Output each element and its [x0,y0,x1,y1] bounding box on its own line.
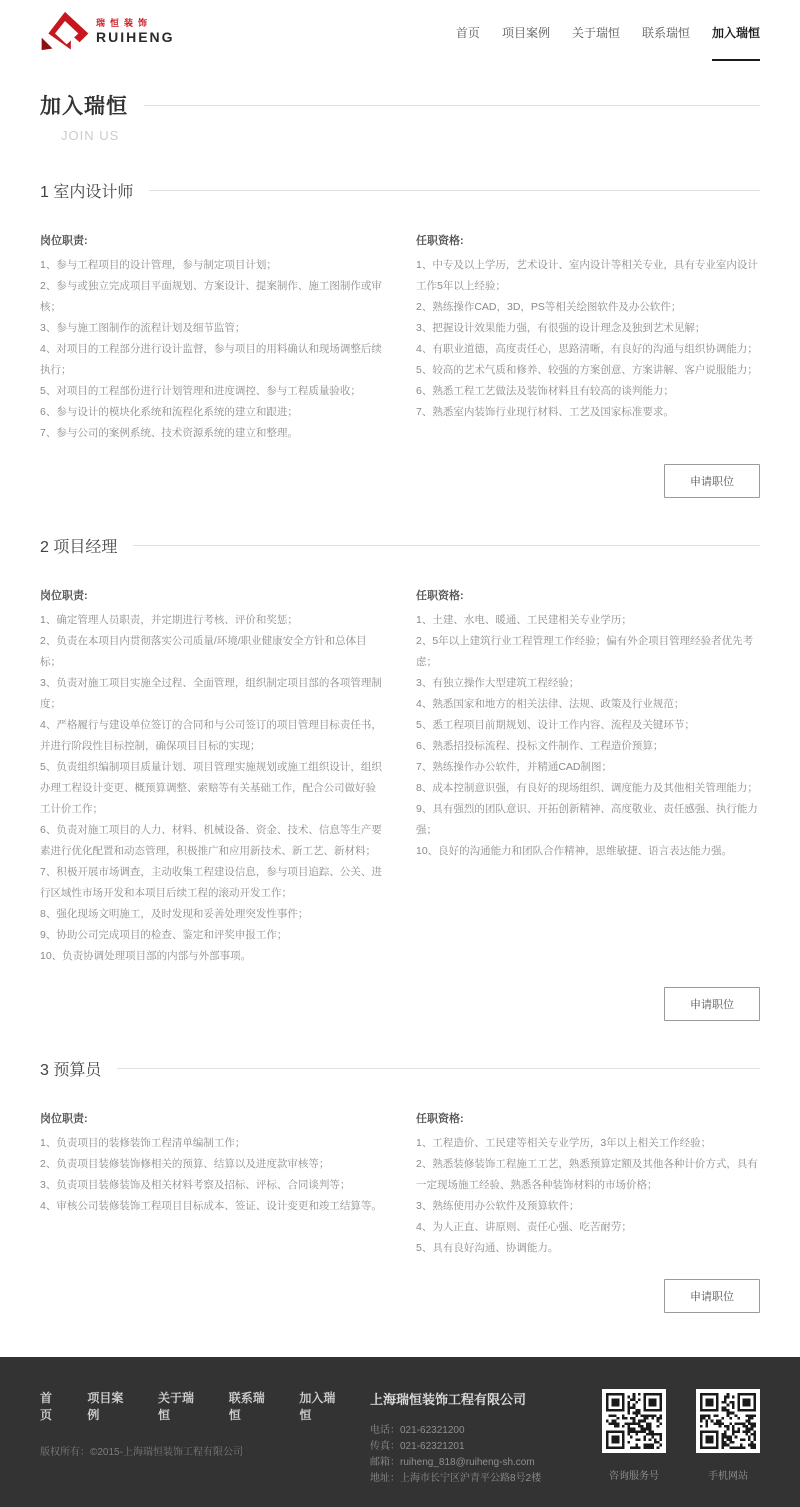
footer-nav-item[interactable]: 首页 [40,1391,53,1422]
job-title-divider [149,190,760,191]
duties-heading: 岗位职责: [40,1113,88,1125]
qualification-item: 4、熟悉国家和地方的相关法律、法规、政策及行业规范； [416,698,685,710]
qr-block [602,1389,666,1487]
nav-item[interactable]: 联系瑞恒 [641,25,690,40]
qualifications-heading: 任职资格: [416,1113,464,1125]
duty-item: 2、负责在本项目内贯彻落实公司质量/环境/职业健康安全方针和总体目标； [40,635,367,668]
qualifications-list [416,1133,760,1259]
qualification-item: 9、具有强烈的团队意识、开拓创新精神、高度敬业、责任感强、执行能力强； [416,803,758,836]
job-section [40,179,760,498]
title-divider [144,105,760,106]
duty-item: 5、负责组织编制项目质量计划、项目管理实施规划或施工组织设计，组织办理工程设计变更、概预算调整、索赔等有关基础工作，配合公司做好验工计价工作； [40,761,382,815]
apply-button[interactable]: 申请职位 [664,987,760,1021]
job-title: 2 项目经理 [40,539,118,556]
qualifications-heading: 任职资格: [416,590,464,602]
qualification-item: 5、较高的艺术气质和修养、较强的方案创意、方案讲解、客户说服能力； [416,364,758,376]
duty-item: 4、对项目的工程部分进行设计监督，参与项目的用料确认和现场调整后续执行； [40,343,382,376]
duties-heading: 岗位职责: [40,235,88,247]
qualification-item: 5、具有良好沟通、协调能力。 [416,1242,559,1254]
nav-item[interactable]: 加入瑞恒 [712,2,760,61]
duty-item: 4、审核公司装修装饰工程项目目标成本、签证、设计变更和竣工结算等。 [40,1200,382,1212]
duty-item: 7、参与公司的案例系统、技术资源系统的建立和整理。 [40,427,298,439]
job-sections [40,179,760,1313]
duty-item: 9、协助公司完成项目的检查、鉴定和评奖申报工作； [40,929,288,941]
site-footer [0,1357,800,1507]
qualifications-column [416,1110,760,1259]
apply-button[interactable]: 申请职位 [664,1279,760,1313]
logo [40,10,175,52]
job-title: 1 室内设计师 [40,184,134,201]
qr-label: 手机网站 [708,1471,748,1482]
job-section [40,1057,760,1313]
qualifications-list [416,610,760,862]
qr-label: 咨询服务号 [609,1471,659,1482]
footer-nav [40,1389,370,1423]
duty-item: 5、对项目的工程部份进行计划管理和进度调控、参与工程质量验收； [40,385,361,397]
duties-list [40,1133,384,1217]
footer-qr-codes [602,1389,760,1487]
duty-item: 1、参与工程项目的设计管理，参与制定项目计划； [40,259,277,271]
footer-company-name: 上海瑞恒装饰工程有限公司 [370,1392,527,1407]
qualification-item: 2、5年以上建筑行业工程管理工作经验；偏有外企项目管理经验者优先考虑； [416,635,754,668]
brand-name-cn: 瑞恒装饰 [96,17,153,28]
qualification-item: 6、熟悉招投标流程、投标文件制作、工程造价预算； [416,740,664,752]
duty-item: 7、积极开展市场调查，主动收集工程建设信息，参与项目追踪、公关、进行区域性市场开发和本项目后续工程的滚动开发工作； [40,866,382,899]
duty-item: 1、确定管理人员职责，并定期进行考核、评价和奖惩； [40,614,298,626]
qualification-item: 8、成本控制意识强，有良好的现场组织、调度能力及其他相关管理能力； [416,782,758,794]
footer-contact-line: 地址：上海市长宁区沪青平公路8号2楼 [370,1473,542,1484]
qualification-item: 1、土建、水电、暖通、工民建相关专业学历； [416,614,632,626]
qualification-item: 1、工程造价、工民建等相关专业学历，3年以上相关工作经验； [416,1137,712,1149]
page-subtitle: JOIN US [61,128,120,143]
footer-contacts [370,1423,575,1487]
job-title-divider [117,1068,760,1069]
job-title: 3 预算员 [40,1062,102,1079]
qualification-item: 4、有职业道德，高度责任心，思路清晰，有良好的沟通与组织协调能力； [416,343,758,355]
qualification-item: 6、熟悉工程工艺做法及装饰材料且有较高的谈判能力； [416,385,674,397]
footer-contact-line: 电话：021-62321200 [370,1425,465,1436]
nav-item[interactable]: 首页 [455,25,480,40]
qualifications-column [416,232,760,444]
qualification-item: 3、把握设计效果能力强，有很强的设计理念及独到艺术见解； [416,322,706,334]
duties-list [40,610,384,967]
qualification-item: 4、为人正直、讲原则、责任心强、吃苦耐劳； [416,1221,632,1233]
duty-item: 3、负责项目装修装饰及相关材料考察及招标、评标、合同谈判等； [40,1179,351,1191]
page-header [40,90,760,120]
qualifications-list [416,255,760,423]
duty-item: 2、负责项目装修装饰修相关的预算、结算以及进度款审核等； [40,1158,330,1170]
qr-code-image [696,1389,760,1453]
footer-contact-line: 传真：021-62321201 [370,1441,465,1452]
duties-column [40,1110,384,1259]
qualification-item: 2、熟练操作CAD，3D，PS等相关绘图软件及办公软件； [416,301,682,313]
duty-item: 2、参与或独立完成项目平面规划、方案设计、提案制作、施工图制作或审核； [40,280,382,313]
duty-item: 6、负责对施工项目的人力、材料、机械设备、资金、技术、信息等生产要素进行优化配置和动态管理，积极推广和应用新技术、新工艺、新材料； [40,824,382,857]
qualifications-heading: 任职资格: [416,235,464,247]
qualification-item: 7、熟悉室内装饰行业现行材料、工艺及国家标准要求。 [416,406,674,418]
duty-item: 4、严格履行与建设单位签订的合同和与公司签订的项目管理目标责任书，并进行阶段性目标控制，确保项目目标的实现； [40,719,382,752]
qr-block [696,1389,760,1487]
brand-mark-icon [40,10,90,52]
duty-item: 10、负责协调处理项目部的内部与外部事项。 [40,950,252,962]
footer-nav-item[interactable]: 联系瑞恒 [228,1391,265,1422]
duties-list [40,255,384,444]
apply-button[interactable]: 申请职位 [664,464,760,498]
nav-item[interactable]: 项目案例 [501,25,550,40]
qualification-item: 10、良好的沟通能力和团队合作精神，思维敏捷、语言表达能力强。 [416,845,733,857]
duties-column [40,587,384,967]
nav-item[interactable]: 关于瑞恒 [571,25,620,40]
job-section [40,534,760,1021]
duty-item: 3、负责对施工项目实施全过程、全面管理，组织制定项目部的各项管理制度； [40,677,382,710]
qualification-item: 1、中专及以上学历，艺术设计、室内设计等相关专业，具有专业室内设计工作5年以上经验； [416,259,758,292]
footer-nav-item[interactable]: 项目案例 [87,1391,124,1422]
job-title-divider [133,545,760,546]
brand-name-en: RUIHENG [96,28,175,45]
site-header [0,0,800,62]
qualifications-column [416,587,760,967]
copyright: 版权所有：©2015-上海瑞恒装饰工程有限公司 [40,1447,243,1458]
duties-column [40,232,384,444]
qr-code-image [602,1389,666,1453]
footer-contact-line: 邮箱：ruiheng_818@ruiheng-sh.com [370,1457,535,1468]
duty-item: 8、强化现场文明施工，及时发现和妥善处理突发性事件； [40,908,309,920]
qualification-item: 3、有独立操作大型建筑工程经验； [416,677,580,689]
main-nav [434,0,760,62]
page-title: 加入瑞恒 [40,95,128,118]
duty-item: 3、参与施工图制作的流程计划及细节监管； [40,322,246,334]
duty-item: 1、负责项目的装修装饰工程清单编制工作； [40,1137,246,1149]
footer-nav-item[interactable]: 加入瑞恒 [299,1391,336,1422]
qualification-item: 7、熟练操作办公软件，并精通CAD制图； [416,761,613,773]
duty-item: 6、参与设计的模块化系统和流程化系统的建立和跟进； [40,406,298,418]
qualification-item: 3、熟练使用办公软件及预算软件； [416,1200,580,1212]
duties-heading: 岗位职责: [40,590,88,602]
qualification-item: 5、悉工程项目前期规划、设计工作内容、流程及关键环节； [416,719,695,731]
qualification-item: 2、熟悉装修装饰工程施工工艺，熟悉预算定额及其他各种计价方式，具有一定现场施工经验、熟悉各种装饰材料的市场价格； [416,1158,758,1191]
footer-nav-item[interactable]: 关于瑞恒 [158,1391,195,1422]
